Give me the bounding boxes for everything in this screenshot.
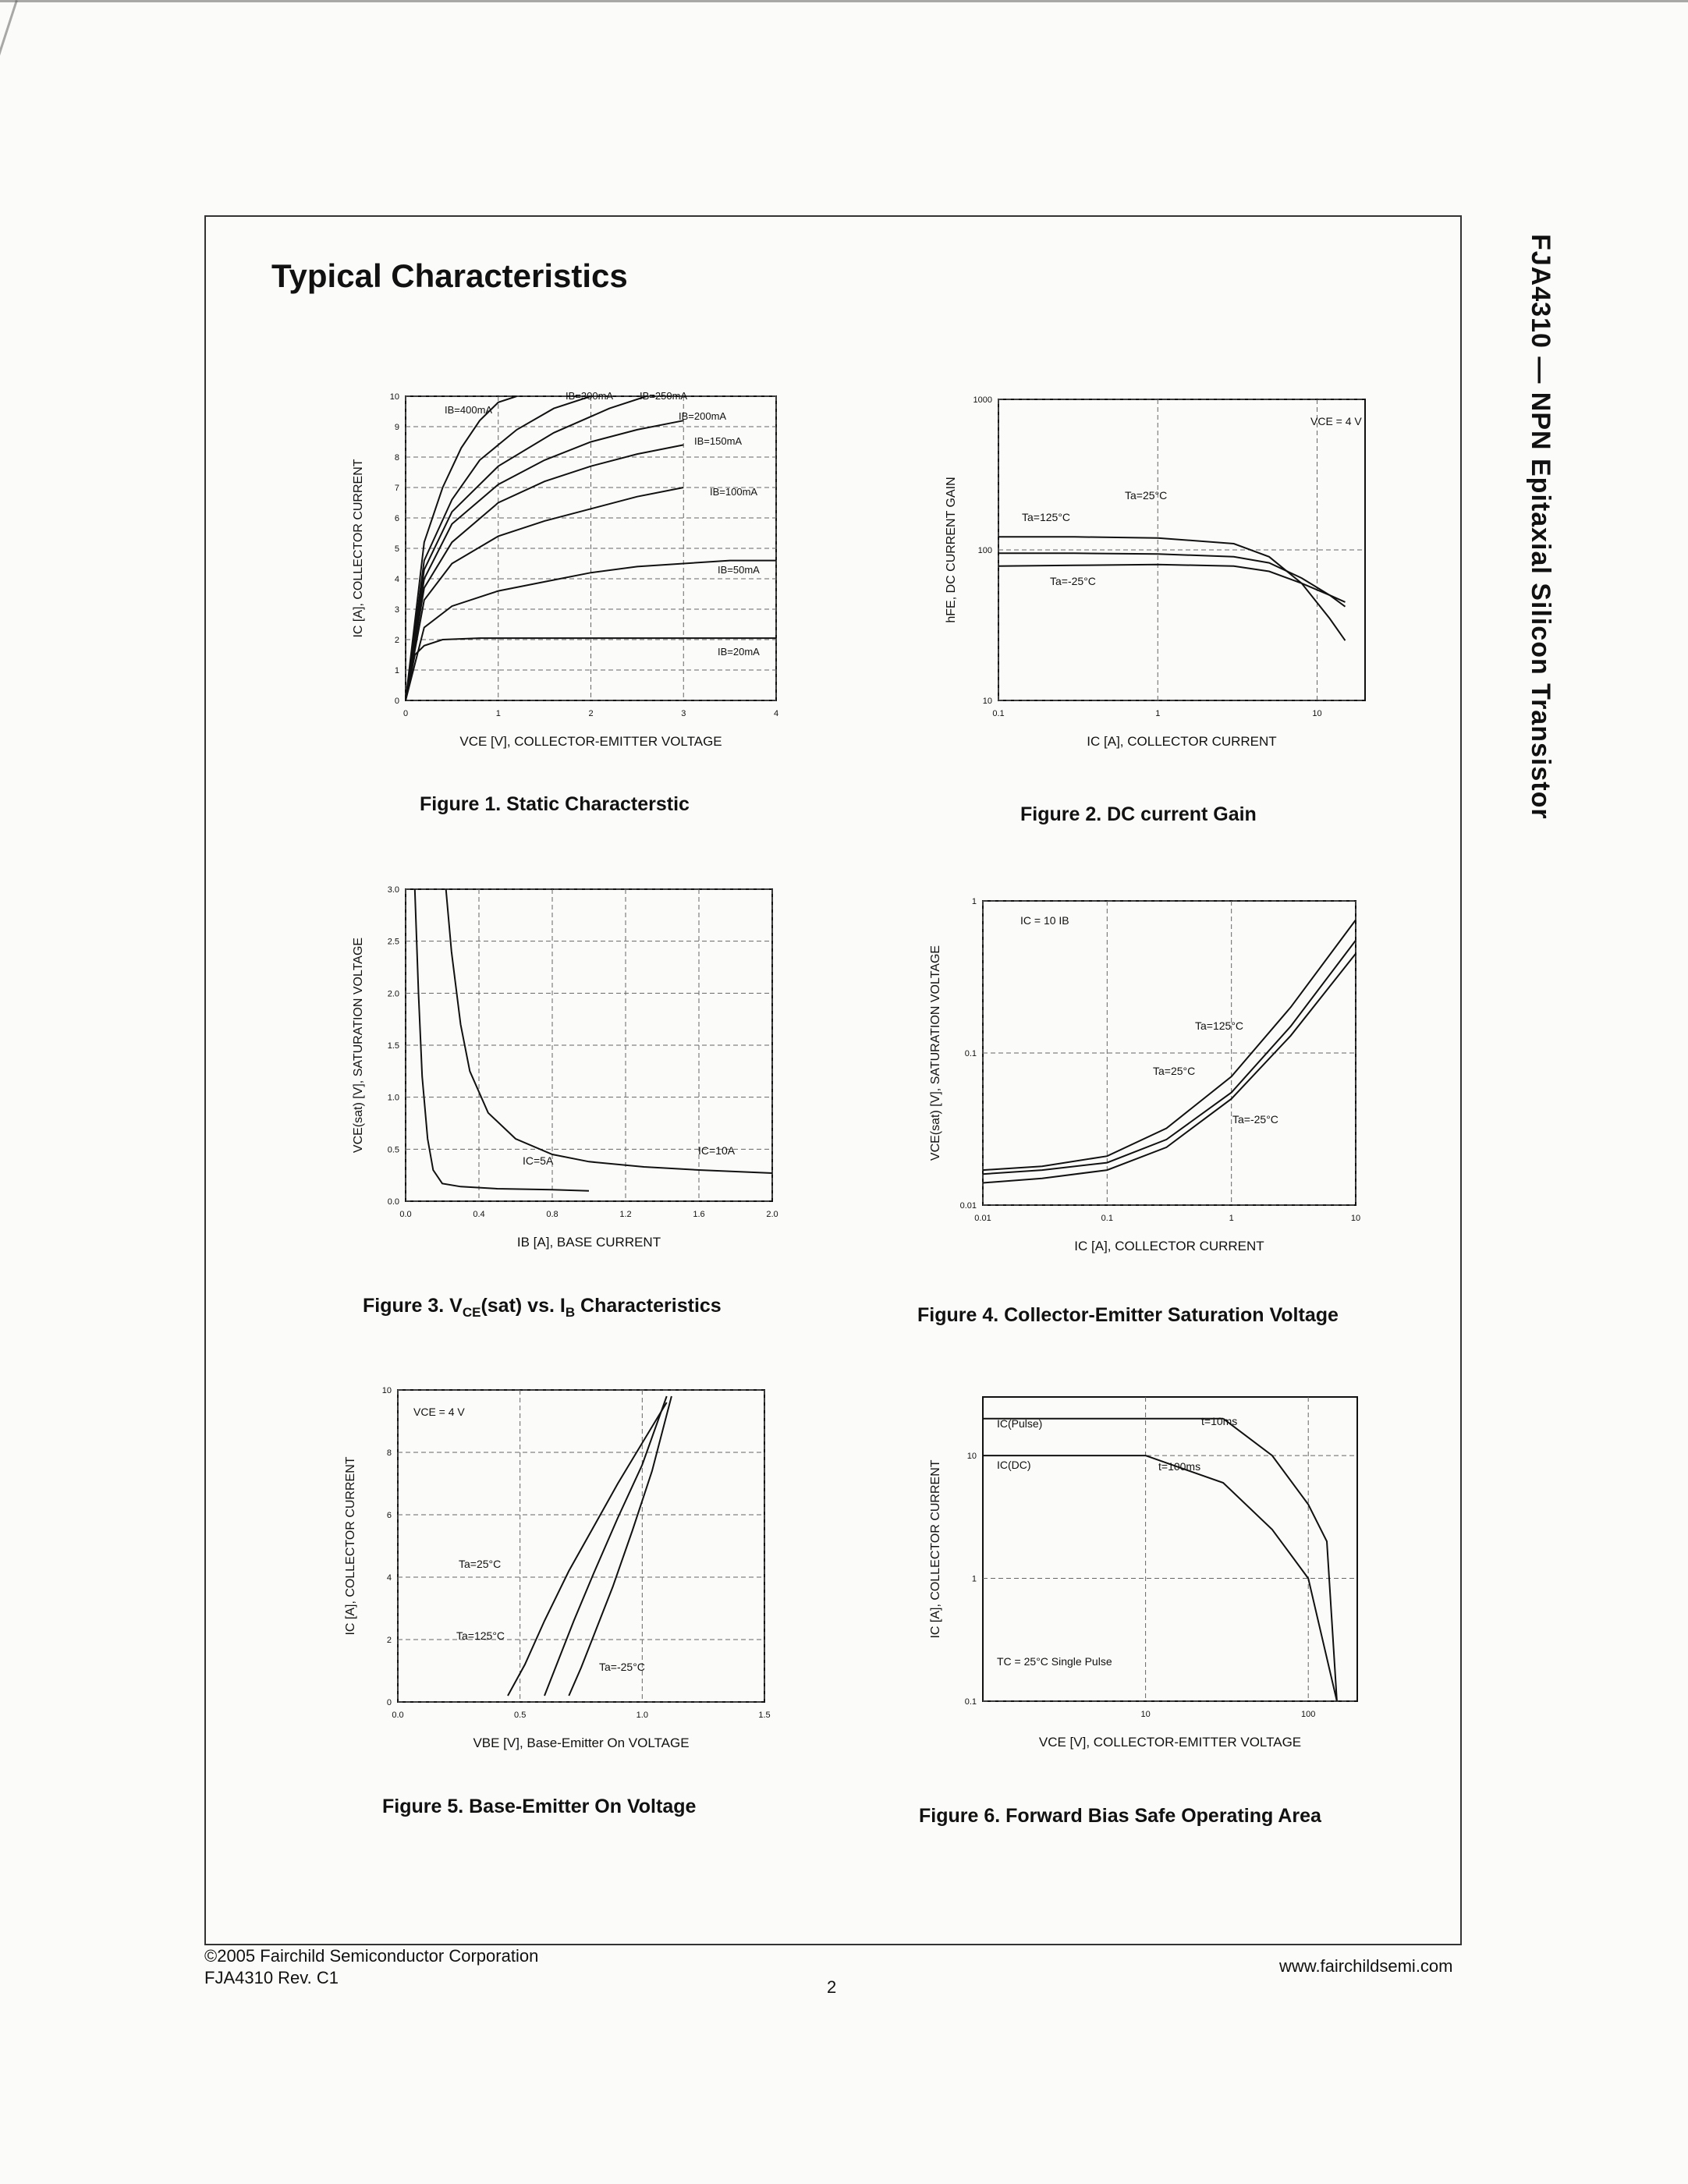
x-axis-label: VCE [V], COLLECTOR-EMITTER VOLTAGE <box>459 734 722 749</box>
y-axis-label: IC [A], COLLECTOR CURRENT <box>929 1459 942 1639</box>
y-tick-label: 0.1 <box>964 1049 977 1058</box>
x-tick-label: 0.1 <box>992 709 1005 718</box>
y-tick-label: 100 <box>977 546 992 555</box>
y-axis-label: hFE, DC CURRENT GAIN <box>945 477 958 623</box>
figure-4-caption: Figure 4. Collector-Emitter Saturation Voltage <box>917 1304 1339 1326</box>
x-tick-label: 1.5 <box>758 1711 771 1720</box>
series-label: IB=150mA <box>694 435 743 447</box>
figure-4-chart <box>905 893 1388 1275</box>
series-label: IB=20mA <box>718 646 760 658</box>
series-line <box>544 1396 667 1696</box>
y-tick-label: 0.0 <box>387 1197 399 1207</box>
y-tick-label: 10 <box>381 1386 392 1395</box>
x-tick-label: 0 <box>402 709 409 718</box>
x-tick-label: 0.4 <box>473 1210 485 1219</box>
series-label: IB=300mA <box>566 390 614 402</box>
series-label: Ta=25°C <box>459 1558 502 1570</box>
y-tick-label: 7 <box>394 484 399 493</box>
scan-left-streak <box>0 0 18 312</box>
figure-5-chart <box>312 1381 796 1763</box>
series-label: IC(DC) <box>997 1459 1031 1471</box>
series-line <box>569 1396 672 1696</box>
y-tick-label: 2.0 <box>387 989 399 999</box>
x-tick-label: 2.0 <box>766 1210 778 1219</box>
y-tick-label: 10 <box>389 392 399 402</box>
footer-revision: FJA4310 Rev. C1 <box>204 1968 339 1987</box>
series-label: VCE = 4 V <box>413 1406 465 1418</box>
figure-3-caption: Figure 3. $V_{CE}(sat)$ vs. $I_B$ Characteristics <box>363 1295 722 1320</box>
y-tick-label: 0 <box>386 1698 392 1707</box>
x-tick-label: 1.6 <box>693 1210 705 1219</box>
y-axis-label: VCE(sat) [V], SATURATION VOLTAGE <box>929 945 942 1161</box>
y-tick-label: 4 <box>386 1573 392 1583</box>
series-label: Ta=25°C <box>1153 1065 1196 1077</box>
series-label: IB=250mA <box>640 390 688 402</box>
series-label: IC = 10 IB <box>1020 914 1069 927</box>
x-axis-label: VCE [V], COLLECTOR-EMITTER VOLTAGE <box>1038 1735 1302 1750</box>
y-tick-label: 3.0 <box>387 885 399 895</box>
side-title: FJA4310 — NPN Epitaxial Silicon Transistor <box>1526 234 1555 820</box>
y-tick-label: 8 <box>394 453 399 463</box>
x-tick-label: 100 <box>1301 1710 1316 1719</box>
x-tick-label: 10 <box>1350 1214 1361 1223</box>
series-line <box>406 420 683 700</box>
series-label: IC=10A <box>698 1144 736 1157</box>
x-tick-label: 4 <box>773 709 779 718</box>
y-tick-label: 10 <box>966 1452 977 1462</box>
series-line <box>406 488 683 700</box>
x-tick-label: 0.0 <box>399 1210 412 1219</box>
series-line <box>446 889 772 1173</box>
y-tick-label: 0.5 <box>387 1145 399 1155</box>
series-label: Ta=125°C <box>1022 511 1071 523</box>
x-tick-label: 0.1 <box>1101 1214 1113 1223</box>
series-label: t=100ms <box>1158 1460 1201 1473</box>
figure-5-caption: Figure 5. Base-Emitter On Voltage <box>382 1796 697 1817</box>
x-tick-label: 0.0 <box>392 1711 404 1720</box>
x-tick-label: 0.8 <box>546 1210 559 1219</box>
series-label: Ta=125°C <box>456 1629 505 1642</box>
y-tick-label: 1 <box>394 666 399 675</box>
page-heading: Typical Characteristics <box>271 257 628 294</box>
series-label: Ta=125°C <box>1195 1019 1244 1032</box>
footer-copyright: ©2005 Fairchild Semiconductor Corporation <box>204 1946 539 1966</box>
series-label: IC=5A <box>523 1154 554 1167</box>
x-tick-label: 10 <box>1140 1710 1151 1719</box>
x-tick-label: 10 <box>1312 709 1322 718</box>
x-tick-label: 1 <box>495 709 501 718</box>
y-tick-label: 1 <box>971 897 977 906</box>
series-label: Ta=-25°C <box>1232 1113 1278 1126</box>
y-tick-label: 0.1 <box>964 1697 977 1707</box>
x-axis-label: IC [A], COLLECTOR CURRENT <box>1074 1239 1264 1253</box>
x-axis-label: VBE [V], Base-Emitter On VOLTAGE <box>473 1736 690 1750</box>
series-line <box>983 941 1356 1175</box>
y-tick-label: 5 <box>394 544 399 554</box>
figure-6-chart <box>905 1384 1388 1767</box>
series-label: IB=100mA <box>710 486 758 498</box>
x-tick-label: 1.2 <box>619 1210 632 1219</box>
figure-1-chart <box>328 382 796 772</box>
y-tick-label: 1000 <box>973 395 992 405</box>
y-axis-label: VCE(sat) [V], SATURATION VOLTAGE <box>352 937 365 1154</box>
x-tick-label: 1 <box>1155 709 1161 718</box>
y-tick-label: 1 <box>971 1574 977 1584</box>
y-tick-label: 2 <box>394 636 399 645</box>
y-tick-label: 8 <box>386 1448 392 1458</box>
x-tick-label: 1.0 <box>636 1711 648 1720</box>
y-tick-label: 9 <box>394 423 399 432</box>
y-tick-label: 3 <box>394 605 399 615</box>
series-line <box>415 889 589 1191</box>
y-axis-label: IC [A], COLLECTOR CURRENT <box>344 1456 357 1636</box>
series-line <box>406 445 683 700</box>
series-label: IB=50mA <box>718 564 760 576</box>
figure-2-caption: Figure 2. DC current Gain <box>1020 803 1257 825</box>
y-tick-label: 6 <box>386 1511 392 1520</box>
x-axis-label: IB [A], BASE CURRENT <box>516 1235 661 1250</box>
figure-1-caption: Figure 1. Static Characterstic <box>420 793 690 815</box>
figure-6-caption: Figure 6. Forward Bias Safe Operating Area <box>919 1805 1321 1827</box>
series-label: VCE = 4 V <box>1310 415 1362 427</box>
y-tick-label: 6 <box>394 514 399 523</box>
y-tick-label: 0.01 <box>959 1201 977 1211</box>
x-tick-label: 3 <box>681 709 686 718</box>
y-tick-label: 4 <box>394 575 399 584</box>
series-label: TC = 25°C Single Pulse <box>997 1655 1112 1668</box>
y-tick-label: 2.5 <box>387 937 399 947</box>
series-line <box>1223 1419 1337 1701</box>
series-line <box>983 920 1356 1170</box>
series-label: Ta=-25°C <box>599 1661 645 1673</box>
footer-page-number: 2 <box>827 1977 837 1997</box>
x-tick-label: 1 <box>1229 1214 1234 1223</box>
series-label: t=10ms <box>1201 1415 1238 1427</box>
x-tick-label: 2 <box>588 709 594 718</box>
y-axis-label: IC [A], COLLECTOR CURRENT <box>352 459 365 638</box>
y-tick-label: 1.5 <box>387 1041 399 1051</box>
plot-frame <box>398 1390 764 1702</box>
series-label: IC(Pulse) <box>997 1417 1043 1430</box>
y-tick-label: 2 <box>386 1636 392 1645</box>
x-axis-label: IC [A], COLLECTOR CURRENT <box>1087 734 1277 749</box>
figure-2-chart <box>905 390 1388 772</box>
y-tick-label: 0 <box>394 697 399 706</box>
series-label: Ta=25°C <box>1125 489 1168 502</box>
footer-website: www.fairchildsemi.com <box>1279 1956 1453 1976</box>
y-tick-label: 1.0 <box>387 1093 399 1103</box>
series-label: IB=200mA <box>679 410 727 422</box>
scan-top-edge <box>0 0 1688 2</box>
figure-3-chart <box>328 881 796 1264</box>
x-tick-label: 0.5 <box>514 1711 527 1720</box>
series-label: IB=400mA <box>445 404 493 416</box>
x-tick-label: 0.01 <box>974 1214 991 1223</box>
series-label: Ta=-25°C <box>1050 575 1096 587</box>
series-line <box>998 537 1346 640</box>
y-tick-label: 10 <box>982 697 992 706</box>
